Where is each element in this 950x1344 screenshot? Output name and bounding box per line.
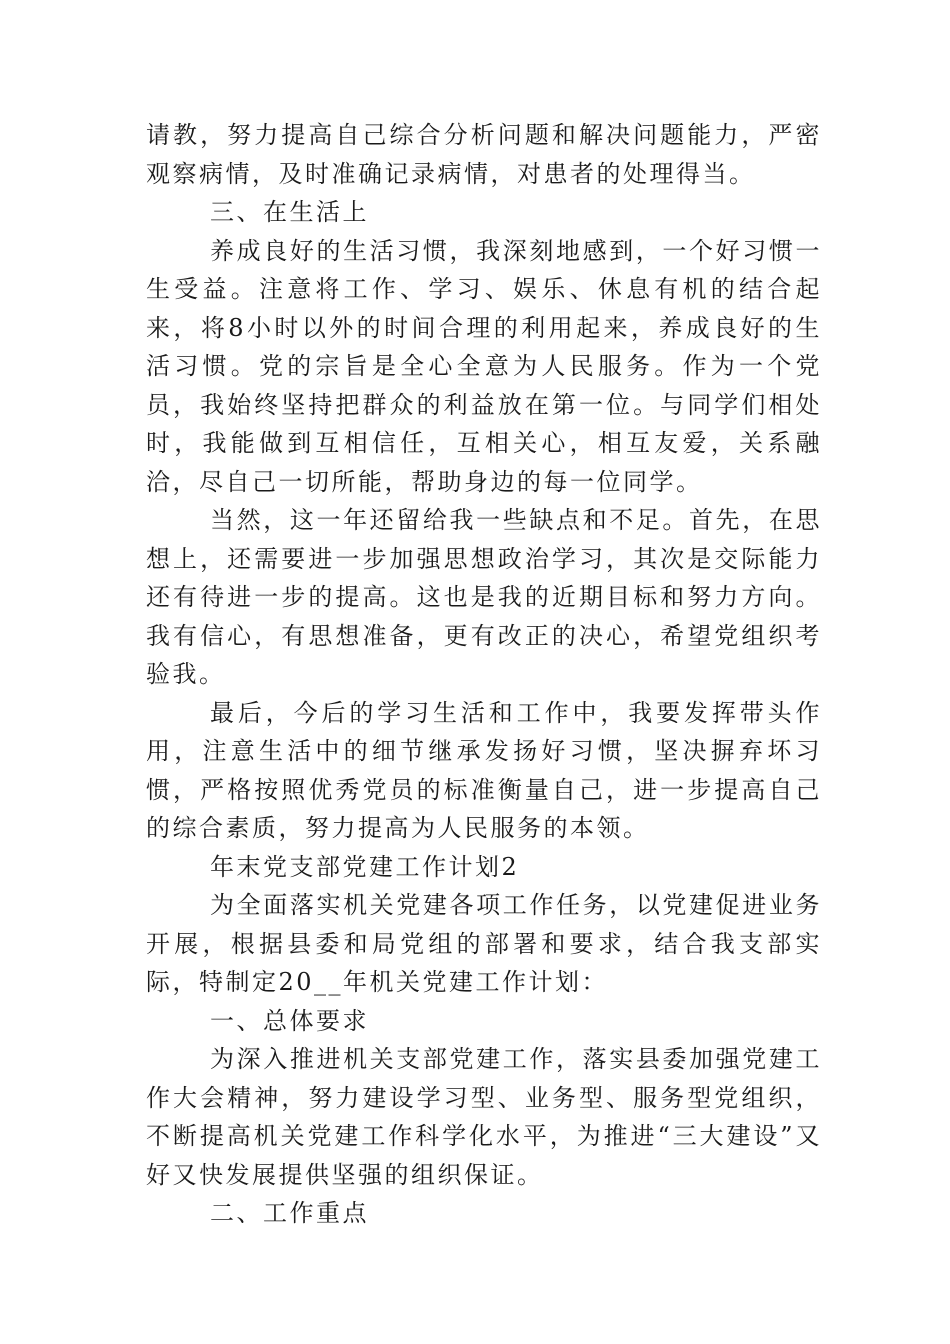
paragraph-plan-intro: 为全面落实机关党建各项工作任务，以党建促进业务开展，根据县委和局党组的部署和要求，结合我支部实际，特制定20__年机关党建工作计划： [146,891,822,996]
paragraph-habits: 养成良好的生活习惯，我深刻地感到，一个好习惯一生受益。注意将工作、学习、娱乐、休息有机的结合起来，将8小时以外的时间合理的利用起来，养成良好的生活习惯。党的宗旨是全心全意为人民服务。作为一个党员，我始终坚持把群众的利益放在第一位。与同学们相处时，我能做到互相信任，互相关心，相互友爱，关系融洽，尽自己一切所能，帮助身边的每一位同学。 [146,236,822,496]
document-subtitle-plan-2: 年末党支部党建工作计划2 [210,852,520,881]
paragraph-overall-requirements: 为深入推进机关支部党建工作，落实县委加强党建工作大会精神，努力建设学习型、业务型、服务型党组织，不断提高机关党建工作科学化水平，为推进“三大建设”又好又快发展提供坚强的组织保证。 [146,1045,822,1189]
section-heading-work-focus: 二、工作重点 [210,1199,369,1227]
paragraph-continuation: 请教，努力提高自己综合分析问题和解决问题能力，严密观察病情，及时准确记录病情，对患者的处理得当。 [146,121,822,188]
section-heading-life: 三、在生活上 [210,198,369,226]
section-heading-overall-requirements: 一、总体要求 [210,1006,369,1035]
document-body [146,116,822,1233]
paragraph-shortcomings: 当然，这一年还留给我一些缺点和不足。首先，在思想上，还需要进一步加强思想政治学习，其次是交际能力还有待进一步的提高。这也是我的近期目标和努力方向。我有信心，有思想准备，更有改正的决心，希望党组织考验我。 [146,506,822,688]
paragraph-conclusion: 最后，今后的学习生活和工作中，我要发挥带头作用，注意生活中的细节继承发扬好习惯，坚决摒弃坏习惯，严格按照优秀党员的标准衡量自己，进一步提高自己的综合素质，努力提高为人民服务的本领。 [146,698,822,842]
